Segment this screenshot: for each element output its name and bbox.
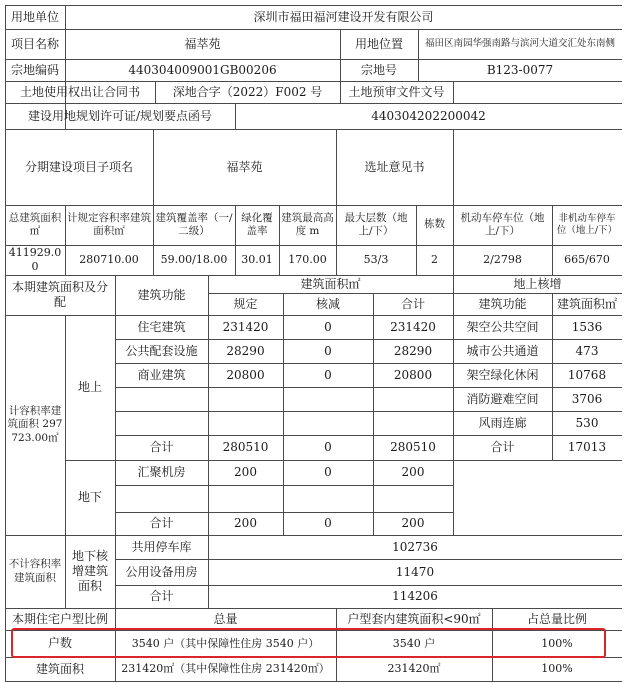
households-ratio: 100% [541,636,573,650]
below-total-label: 合计 [149,516,174,530]
non-far-sub-label: 地下核增建筑面积 [71,549,108,593]
bonus-func-header: 建筑功能 [478,296,527,311]
below-ground-label: 地下 [77,490,102,504]
metric-header-car-parking: 机动车停车位（地上/下） [460,211,545,237]
above-total-label: 合计 [149,440,174,454]
non-far-func: 共用停车库 [131,539,192,554]
non-far-label: 不计容积率建筑面积 [8,558,62,584]
metric-value-coverage: 59.00/18.00 [160,253,228,267]
parcel-code-label: 宗地编码 [10,62,59,77]
permit-value: 440304202200042 [371,108,486,123]
site-opinion-value [453,129,622,205]
metric-value-bike-parking: 665/670 [564,253,610,267]
table-row-total: 20800 [393,367,433,382]
table-row-bonus-area: 3706 [571,391,603,406]
table-row-bonus-func: 消防避难空间 [466,391,539,406]
table-row-adj [283,387,373,411]
area-func-header: 建筑功能 [137,287,186,302]
phase-value: 福萃苑 [226,159,263,174]
table-row-adj: 0 [324,367,332,382]
metric-header-far-area: 计规定容积率建筑面积㎡ [67,211,151,237]
table-row-total: 28290 [393,343,433,358]
area-reg-header: 规定 [233,296,258,311]
below-total-total: 200 [401,516,425,530]
permit-label: 建设用地规划许可证/规划要点函号 [27,108,213,123]
project-name-value: 福萃苑 [184,36,221,51]
metric-value-green-rate: 30.01 [241,253,273,267]
project-name-label: 项目名称 [10,36,59,51]
table-row-reg: 200 [234,465,257,479]
table-row-adj [283,411,373,435]
area-total-header: 合计 [400,296,425,311]
households-label: 户数 [47,636,72,650]
households-small: 3540 户 [392,636,436,650]
housing-col-total: 总量 [213,611,238,626]
households-total: 3540 户（其中保障性住房 3540 户） [131,636,320,650]
parcel-code-value: 440304009001GB00206 [128,62,277,77]
metric-header-height: 建筑最高高度 m [281,211,334,237]
table-row-reg: 28290 [226,343,265,358]
location-value: 福田区南园华强南路与滨河大道交汇处东南侧 [424,38,615,50]
location-label: 用地位置 [354,36,403,51]
floor-area-label: 建筑面积 [35,661,84,676]
housing-col-ratio: 占总量比例 [526,611,587,626]
above-total-total: 280510 [390,440,436,454]
non-far-func: 公用设备用房 [125,564,198,579]
parcel-no-value: B123-0077 [486,62,554,77]
area-section-label: 本期建筑面积及分配 [11,280,108,309]
table-row-reg: 20800 [226,367,265,382]
phase-label: 分期建设项目子项名 [24,159,133,174]
metric-header-bike-parking: 非机动车停车位（地上/下） [556,213,618,236]
land-user-value: 深圳市福田福河建设开发有限公司 [253,9,434,24]
metric-header-buildings: 栋数 [424,218,445,231]
table-row-func [115,411,208,435]
metric-header-green-rate: 绿化覆盖率 [241,211,273,237]
metric-header-floors: 最大层数（地上/下） [344,211,408,237]
floor-area-small: 231420㎡ [387,662,441,676]
site-opinion-label: 选址意见书 [364,159,425,174]
table-row-adj: 0 [324,465,332,479]
non-far-func: 合计 [149,589,174,603]
metric-value-buildings: 2 [431,253,438,267]
table-row-adj: 0 [324,343,332,358]
table-row-total [373,411,453,435]
above-total-reg: 280510 [222,440,269,454]
table-row-total: 231420 [390,319,436,334]
table-row-total [373,387,453,411]
table-row-bonus-area: 473 [575,343,599,358]
parcel-no-label: 宗地号 [360,62,397,77]
area-header: 建筑面积㎡ [300,276,361,291]
table-row-reg [208,387,283,411]
table-row-func: 住宅建筑 [137,319,186,334]
metric-header-coverage: 建筑覆盖率（一/二级） [155,211,233,237]
floor-area-total: 231420㎡（其中保障性住房 231420㎡） [121,662,330,676]
table-row-total [373,485,453,512]
land-use-form-table [5,5,622,683]
land-user-label: 用地单位 [10,9,59,24]
table-row-total: 200 [401,465,425,479]
table-row-reg [208,411,283,435]
table-row-bonus-func: 风雨连廊 [478,415,527,430]
metric-value-far-area: 280710.00 [79,253,139,267]
below-total-reg: 200 [234,516,257,530]
bonus-header: 地上核增 [513,276,562,291]
far-area-label: 计容积率建筑面积 297723.00㎡ [7,405,63,444]
metric-value-car-parking: 2/2798 [483,253,522,267]
table-row-adj [283,485,373,512]
floor-area-ratio: 100% [541,662,573,676]
metric-header-total-area: 总建筑面积㎡ [8,211,62,237]
bonus-total-label: 合计 [490,440,515,454]
table-row-reg [208,485,283,512]
above-total-adj: 0 [324,440,332,454]
housing-label: 本期住宅户型比例 [11,611,108,626]
below-total-adj: 0 [324,516,332,530]
contract-label: 土地使用权出让合同书 [19,84,140,99]
table-row-bonus-func: 架空公共空间 [466,319,539,334]
metric-value-height: 170.00 [288,253,327,267]
table-row-adj: 0 [324,319,332,334]
table-row-bonus-area: 1536 [571,319,603,334]
metric-value-total-area: 411929.00 [8,246,62,273]
table-row-func: 汇聚机房 [137,465,186,479]
table-row-func [115,485,208,512]
table-row-reg: 231420 [222,319,269,334]
table-row-bonus-area: 530 [575,415,599,430]
above-ground-label: 地上 [77,380,102,394]
pre-approval-value [453,81,622,103]
area-adj-header: 核减 [315,296,340,311]
bonus-area-header: 建筑面积㎡ [556,296,617,311]
housing-col-small: 户型套内建筑面积<90㎡ [347,611,481,626]
table-row-bonus-func: 城市公共通道 [466,343,539,358]
non-far-value: 11470 [395,564,435,579]
bonus-total-value: 17013 [567,440,607,454]
table-row-func: 商业建筑 [137,367,186,382]
table-row-bonus-func: 架空绿化休闲 [466,367,539,382]
pre-approval-label: 土地预审文件文号 [348,84,445,99]
contract-value: 深地合字（2022）F002 号 [172,84,323,99]
table-row-func: 公共配套设施 [125,343,198,358]
metric-value-floors: 53/3 [363,253,389,267]
non-far-value: 114206 [392,589,438,603]
table-row-bonus-area: 10768 [567,367,607,382]
non-far-value: 102736 [392,539,438,554]
table-row-func [115,387,208,411]
